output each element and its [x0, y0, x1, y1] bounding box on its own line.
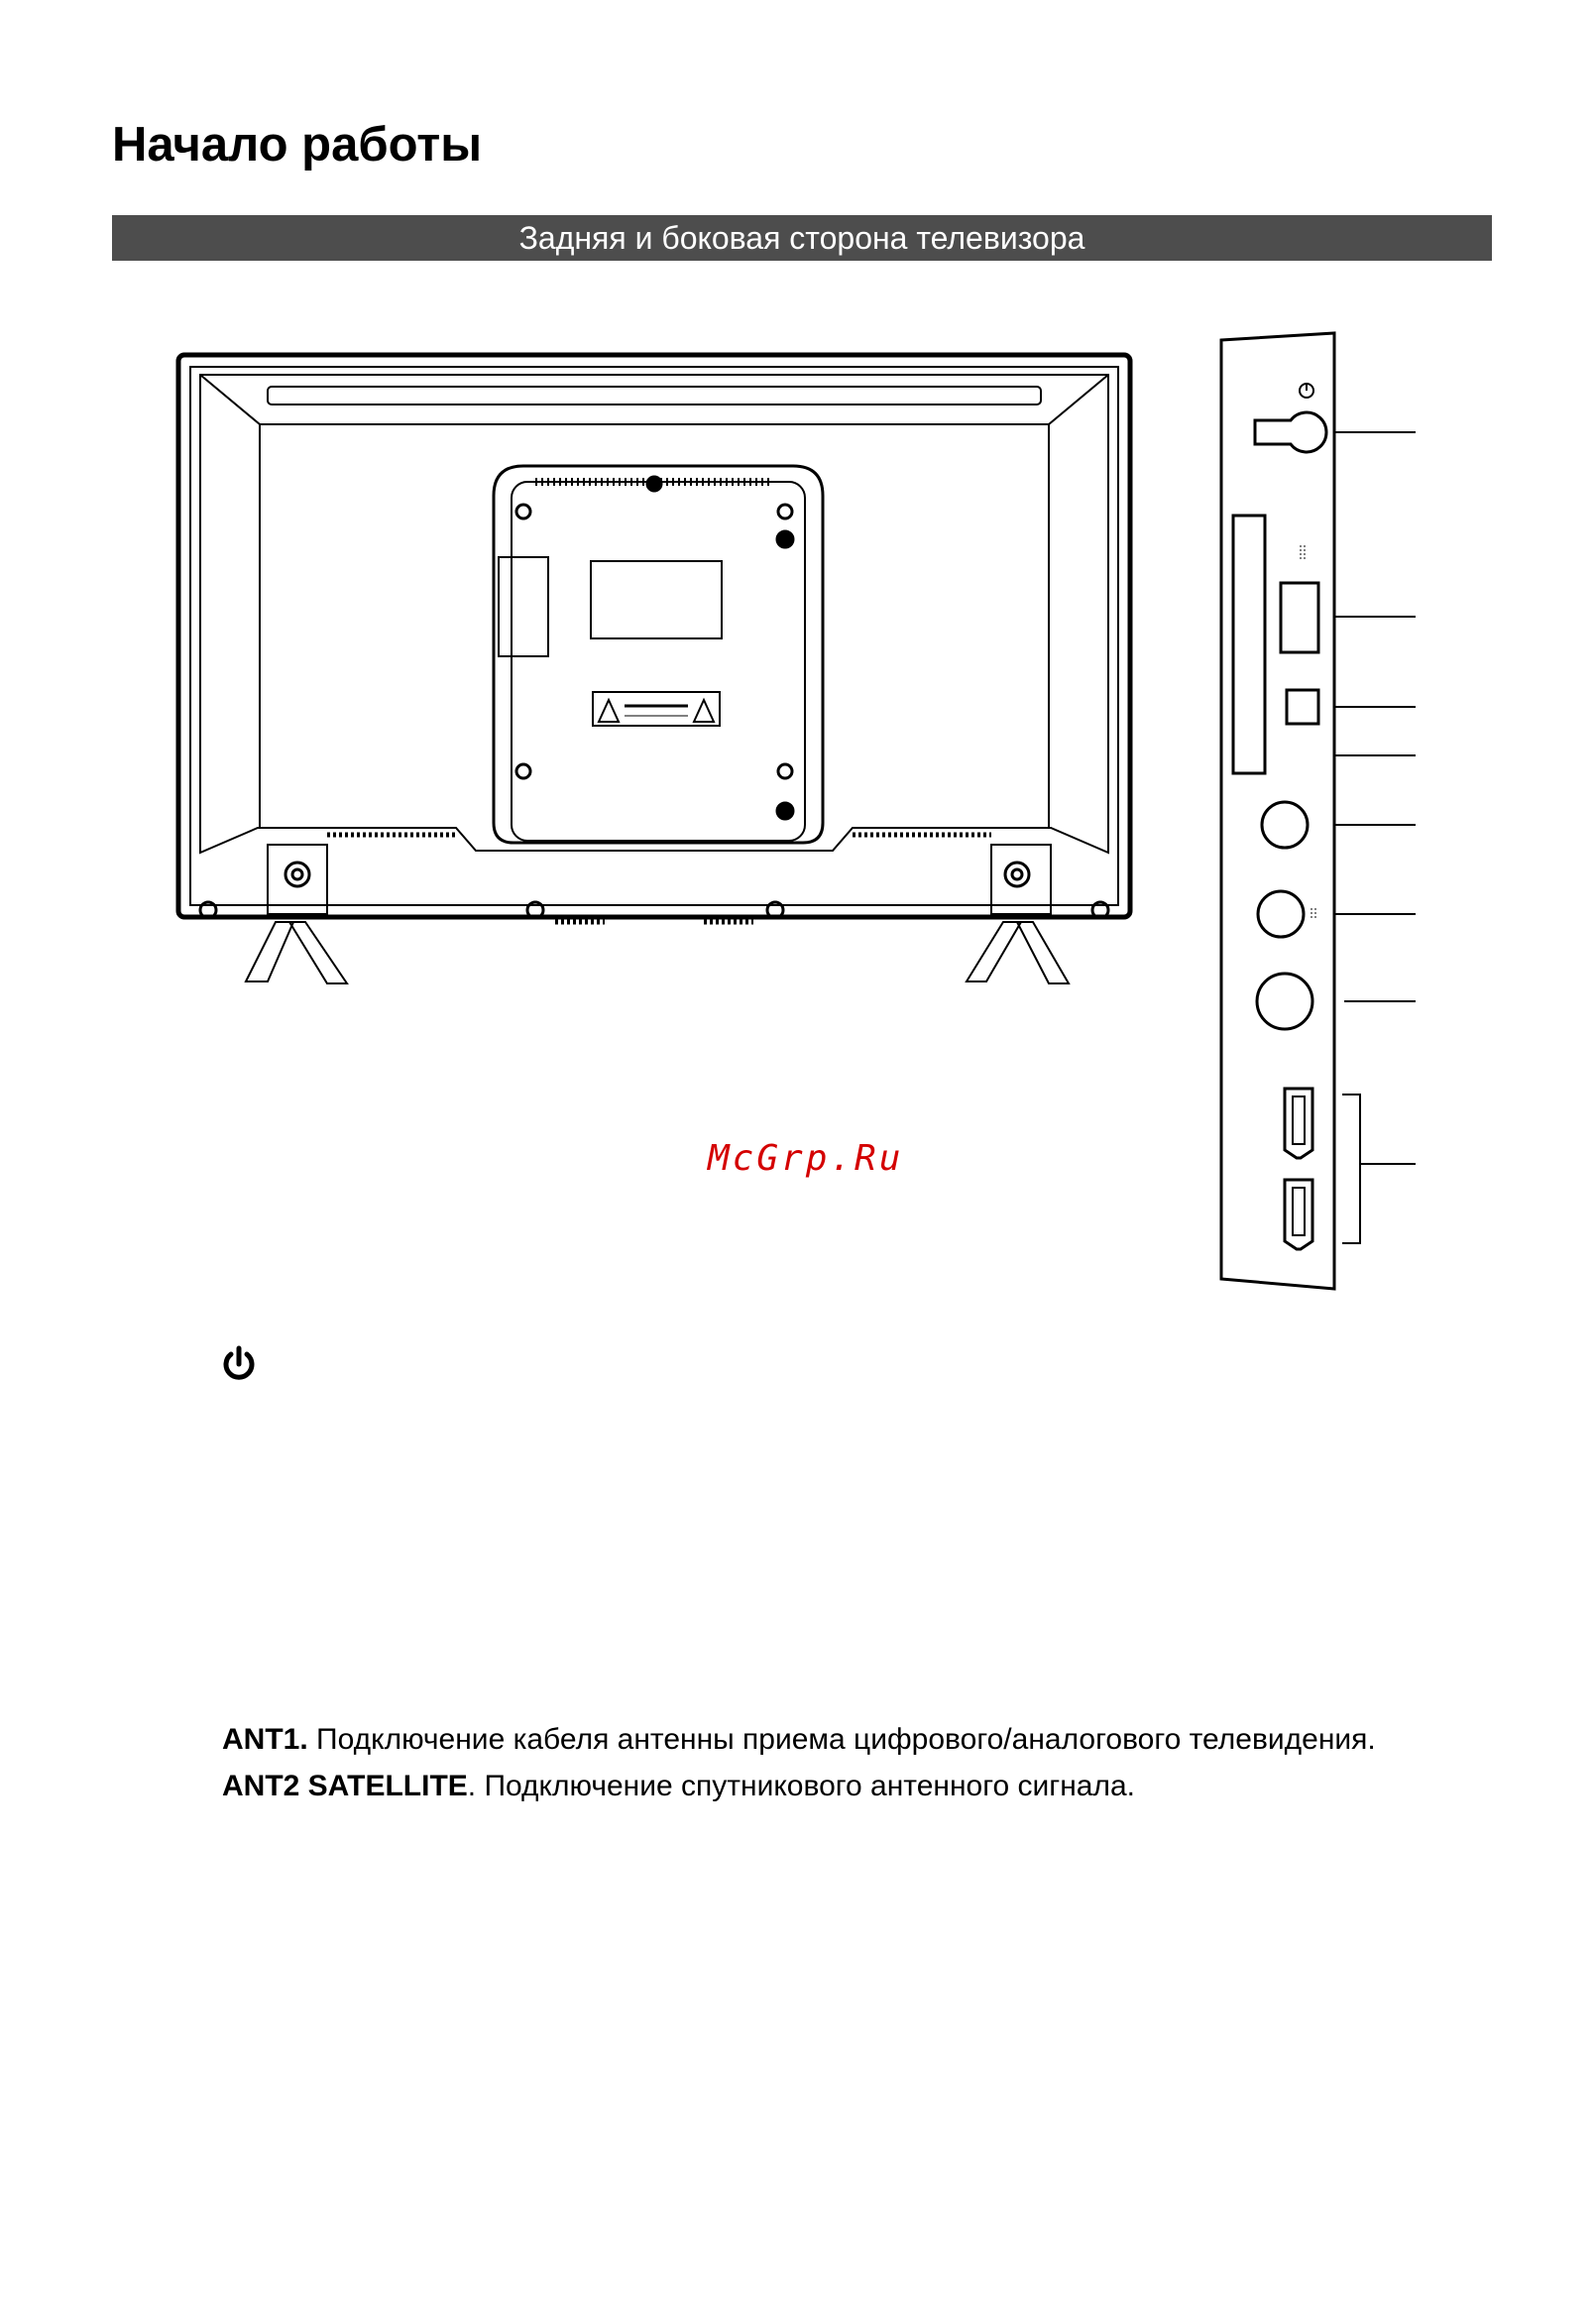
- usb-port: [1281, 583, 1318, 652]
- side-power-button: [1255, 412, 1326, 452]
- tv-back-panel: [494, 466, 823, 843]
- watermark: McGrp.Ru: [708, 1138, 904, 1179]
- tv-leg-left: [246, 922, 347, 983]
- description-ant1: [222, 1722, 1376, 1758]
- page-title: Начало работы: [112, 118, 483, 172]
- side-panel: [1221, 333, 1334, 1289]
- tv-leg-right: [967, 922, 1069, 983]
- hdmi-port-1: [1285, 1089, 1312, 1158]
- section-header: Задняя и боковая сторона телевизора: [112, 215, 1492, 261]
- ci-slot: [1233, 516, 1265, 773]
- description-ant2: [222, 1769, 1135, 1804]
- tv-rear-frame: [178, 355, 1130, 917]
- description-text: . Подключение спутникового антенного сигнала.: [467, 1770, 1135, 1802]
- headphone-jack: [1262, 802, 1308, 848]
- power-icon: [220, 1344, 258, 1384]
- description-text: Подключение кабеля антенны приема цифрового/аналогового телевидения.: [307, 1723, 1376, 1756]
- av-jack: [1258, 891, 1304, 937]
- optical-port: [1287, 690, 1318, 724]
- antenna-jack: [1257, 974, 1312, 1029]
- tv-inner-panel: [200, 375, 1108, 853]
- description-term: ANT2 SATELLITE: [222, 1770, 468, 1802]
- hdmi-port-2: [1285, 1180, 1312, 1249]
- rating-label: [591, 561, 722, 638]
- description-term: ANT1.: [222, 1723, 308, 1756]
